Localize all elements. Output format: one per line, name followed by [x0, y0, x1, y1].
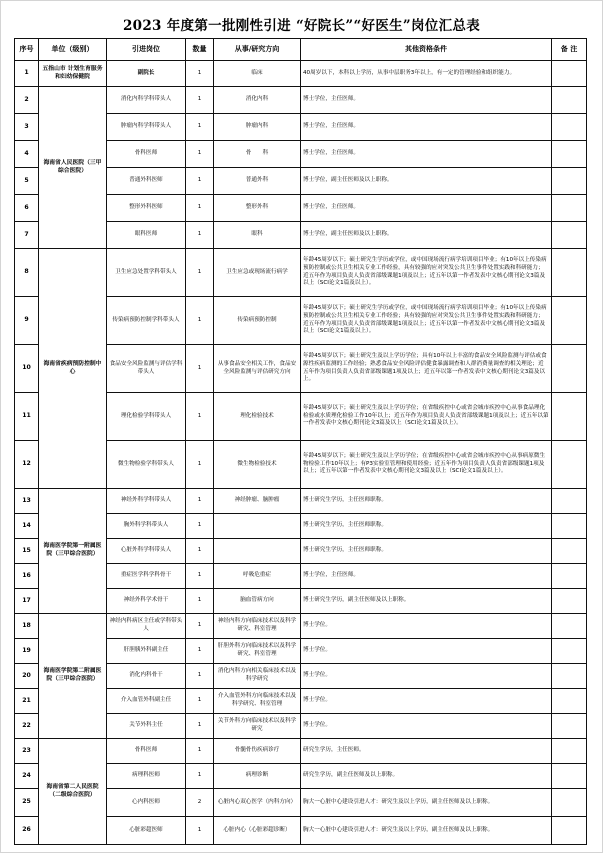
conditions-cell: 胸大一心脏中心建设引进人才：研究生及以上学历，副主任医师及以上职称。	[301, 789, 552, 817]
unit-cell: 五指山市 计划生育服务和妇幼保健院	[39, 61, 107, 87]
position-cell: 传染病预防控制学科带头人	[107, 297, 186, 345]
field-cell: 神经内科方向临床技术以及科学研究、科室管理	[214, 614, 301, 639]
row-no: 26	[15, 817, 39, 845]
row-no: 6	[15, 195, 39, 222]
count-cell: 1	[186, 714, 214, 739]
count-cell: 1	[186, 514, 214, 539]
remark-cell	[552, 564, 587, 589]
conditions-cell: 博士学位。	[301, 664, 552, 689]
row-no: 11	[15, 393, 39, 441]
conditions-cell: 博士学位。	[301, 639, 552, 664]
remark-cell	[552, 514, 587, 539]
position-cell: 神经内科病区主任或学科带头人	[107, 614, 186, 639]
remark-cell	[552, 764, 587, 789]
conditions-cell: 博士学位。	[301, 689, 552, 714]
row-no: 7	[15, 222, 39, 249]
remark-cell	[552, 114, 587, 141]
conditions-cell: 博士学位，主任医师。	[301, 195, 552, 222]
field-cell: 呼吸危重症	[214, 564, 301, 589]
position-cell: 整形外科医师	[107, 195, 186, 222]
position-cell: 消化内科骨干	[107, 664, 186, 689]
remark-cell	[552, 489, 587, 514]
count-cell: 1	[186, 61, 214, 87]
count-cell: 1	[186, 614, 214, 639]
field-cell: 消化内科方向相关临床技术以及科学研究	[214, 664, 301, 689]
count-cell: 1	[186, 764, 214, 789]
field-cell	[214, 539, 301, 564]
row-no: 20	[15, 664, 39, 689]
table-row	[15, 614, 587, 639]
unit-cell: 海南省人民医院（三甲综合医院）	[39, 87, 107, 249]
table-row	[15, 489, 587, 514]
header-conditions: 其他资格条件	[301, 39, 552, 61]
field-cell: 病理诊断	[214, 764, 301, 789]
conditions-cell: 博士学位。	[301, 614, 552, 639]
conditions-cell: 40周岁以下，本科以上学历，从事中层职务3年以上，有一定的管理经验和组织能力。	[301, 61, 552, 87]
remark-cell	[552, 87, 587, 114]
remark-cell	[552, 689, 587, 714]
field-cell: 从事食品安全相关工作，食品安全风险监测与评估研究方向	[214, 345, 301, 393]
remark-cell	[552, 539, 587, 564]
count-cell: 1	[186, 489, 214, 514]
field-cell: 普通外科	[214, 168, 301, 195]
remark-cell	[552, 168, 587, 195]
row-no: 24	[15, 764, 39, 789]
count-cell: 1	[186, 393, 214, 441]
row-no: 5	[15, 168, 39, 195]
count-cell: 2	[186, 789, 214, 817]
row-no: 10	[15, 345, 39, 393]
unit-cell: 海南省疾病预防控制中心	[39, 249, 107, 489]
position-cell: 病理科医师	[107, 764, 186, 789]
header-unit: 单位（级别）	[39, 39, 107, 61]
count-cell: 1	[186, 249, 214, 297]
count-cell: 1	[186, 539, 214, 564]
conditions-cell: 博士学位，副主任医师及以上职称。	[301, 168, 552, 195]
row-no: 9	[15, 297, 39, 345]
row-no: 12	[15, 441, 39, 489]
remark-cell	[552, 441, 587, 489]
table-row	[15, 87, 587, 114]
remark-cell	[552, 297, 587, 345]
row-no: 21	[15, 689, 39, 714]
unit-cell: 海南省第二人民医院（二级综合医院）	[39, 739, 107, 845]
field-cell: 神经肿瘤、脑肿瘤	[214, 489, 301, 514]
conditions-cell: 年龄45周岁以下；硕士研究生及以上学历学位；在省级疾控中心或省会城市疾控中心从事食品理化检验或水质理化检验工作10年以上；近五年作为项目负责人负责省部级课题1项及以上；近五年以第一作者发表中文核心期刊论文3篇及以上（SCI论文1篇及以上）。	[301, 393, 552, 441]
positions-table	[14, 38, 587, 845]
position-cell: 食品安全风险监测与评估学科带头人	[107, 345, 186, 393]
row-no: 8	[15, 249, 39, 297]
table-row	[15, 739, 587, 764]
position-cell: 关节外科主任	[107, 714, 186, 739]
count-cell: 1	[186, 664, 214, 689]
conditions-cell: 年龄45周岁以下；硕士研究生及以上学历学位；在省级疾控中心或省会城市疾控中心从事病原微生物检验工作10年以上；有P3实验室管理和使用经验；近五年作为项目负责人负责省部级课题1项及以上；近五年以第一作者发表中文核心期刊论文3篇及以上（SCI论文1篇及以上）。	[301, 441, 552, 489]
row-no: 19	[15, 639, 39, 664]
position-cell: 骨科医师	[107, 739, 186, 764]
field-cell: 心脏内心（心脏彩超诊断）	[214, 817, 301, 845]
conditions-cell: 博士学位，主任医师。	[301, 141, 552, 168]
position-cell: 心脏彩超医师	[107, 817, 186, 845]
position-cell: 骨科医师	[107, 141, 186, 168]
field-cell: 介入血管外科方向临床技术以及科学研究、科室管理	[214, 689, 301, 714]
position-cell: 胸外科学科带头人	[107, 514, 186, 539]
field-cell: 临床	[214, 61, 301, 87]
conditions-cell: 年龄45周岁以下；硕士研究生学历或学位，或中国现场流行病学培训项目毕业；有10年以上传染病预防控制或公共卫生相关专业工作经验，具有较强的应对突发公共卫生事件处置实践和科研能力；近五年作为项目负责人负责省部级课题1项及以上；近五年以第一作者发表中文核心期刊论文3篇及以上（SCI论文1篇及以上）。	[301, 249, 552, 297]
row-no: 13	[15, 489, 39, 514]
remark-cell	[552, 614, 587, 639]
remark-cell	[552, 714, 587, 739]
conditions-cell: 年龄45周岁以下；硕士研究生及以上学历学位；具有10年以上丰富的食品安全风险监测与评估或食源性疾病监测的工作经验；熟悉食品安全风险评估健食暴露调查和人群消费量调查的相关理论；近五年作为项目负责人负责省部级课题1项及以上；近五年以第一作者发表中文核心期刊论文3篇及以上。	[301, 345, 552, 393]
field-cell: 肿瘤内科	[214, 114, 301, 141]
page-title: 2023 年度第一批刚性引进 “好院长”“好医生”岗位汇总表	[122, 18, 481, 34]
row-no: 14	[15, 514, 39, 539]
conditions-cell: 博士学位，主任医师。	[301, 564, 552, 589]
position-cell: 理化检验学科带头人	[107, 393, 186, 441]
remark-cell	[552, 664, 587, 689]
count-cell: 1	[186, 195, 214, 222]
field-cell: 脑血管病方向	[214, 589, 301, 614]
position-cell: 肿瘤内科学科带头人	[107, 114, 186, 141]
remark-cell	[552, 249, 587, 297]
count-cell: 1	[186, 345, 214, 393]
conditions-cell: 博士研究生学历，主任医师职称。	[301, 539, 552, 564]
count-cell: 1	[186, 168, 214, 195]
count-cell: 1	[186, 817, 214, 845]
remark-cell	[552, 817, 587, 845]
field-cell: 骨髓骨伤疾病诊疗	[214, 739, 301, 764]
position-cell: 心脏外科学科带头人	[107, 539, 186, 564]
count-cell: 1	[186, 441, 214, 489]
remark-cell	[552, 789, 587, 817]
position-cell: 神经外科学科带头人	[107, 489, 186, 514]
position-cell: 卫生应急处置学科带头人	[107, 249, 186, 297]
remark-cell	[552, 739, 587, 764]
conditions-cell: 博士研究生学历，主任医师职称。	[301, 489, 552, 514]
remark-cell	[552, 589, 587, 614]
conditions-cell: 研究生学历，主任医师。	[301, 739, 552, 764]
field-cell: 眼科	[214, 222, 301, 249]
header-count: 数量	[186, 39, 214, 61]
conditions-cell: 博士学位，副主任医师及以上职称。	[301, 222, 552, 249]
field-cell: 心脏内心双心医学（内科方向）	[214, 789, 301, 817]
remark-cell	[552, 61, 587, 87]
header-no: 序号	[15, 39, 39, 61]
header-field: 从事/研究方向	[214, 39, 301, 61]
field-cell: 骨 科	[214, 141, 301, 168]
conditions-cell: 博士研究生学历，主任医师职称。	[301, 514, 552, 539]
field-cell: 关节外科方向临床技术以及科学研究	[214, 714, 301, 739]
field-cell	[214, 514, 301, 539]
count-cell: 1	[186, 87, 214, 114]
count-cell: 1	[186, 222, 214, 249]
position-cell: 消化内科学科带头人	[107, 87, 186, 114]
count-cell: 1	[186, 141, 214, 168]
row-no: 2	[15, 87, 39, 114]
row-no: 4	[15, 141, 39, 168]
position-cell: 眼科医师	[107, 222, 186, 249]
row-no: 23	[15, 739, 39, 764]
field-cell: 微生物检验技术	[214, 441, 301, 489]
field-cell: 传染病预防控制	[214, 297, 301, 345]
remark-cell	[552, 393, 587, 441]
position-cell: 微生物检验学科带头人	[107, 441, 186, 489]
row-no: 15	[15, 539, 39, 564]
remark-cell	[552, 639, 587, 664]
position-cell: 神经外科学术骨干	[107, 589, 186, 614]
remark-cell	[552, 195, 587, 222]
remark-cell	[552, 222, 587, 249]
count-cell: 1	[186, 564, 214, 589]
position-cell: 副院长	[107, 61, 186, 87]
unit-cell: 海南医学院第二附属医院（三甲综合医院）	[39, 614, 107, 739]
field-cell: 整形外科	[214, 195, 301, 222]
count-cell: 1	[186, 689, 214, 714]
conditions-cell: 博士研究生学历，副主任医师及以上职称。	[301, 589, 552, 614]
count-cell: 1	[186, 114, 214, 141]
conditions-cell: 年龄45周岁以下；硕士研究生学历或学位，或中国现场流行病学培训项目毕业；有10年以上传染病预防控制或公共卫生相关专业工作经验；具有较强的应对突发公共卫生事件处置实践和科研能力；近五年作为项目负责人负责省部级课题1项及以上；近五年以第一作者发表中文核心期刊论文3篇及以上（SCI论文1篇及以上）。	[301, 297, 552, 345]
unit-cell: 海南医学院第一附属医院（三甲综合医院）	[39, 489, 107, 614]
row-no: 1	[15, 61, 39, 87]
conditions-cell: 博士学位。	[301, 714, 552, 739]
count-cell: 1	[186, 639, 214, 664]
position-cell: 心内科医师	[107, 789, 186, 817]
row-no: 3	[15, 114, 39, 141]
position-cell: 肝胆胰外科副主任	[107, 639, 186, 664]
conditions-cell: 博士学位，主任医师。	[301, 87, 552, 114]
conditions-cell: 博士学位，主任医师。	[301, 114, 552, 141]
remark-cell	[552, 345, 587, 393]
table-header-row	[15, 39, 587, 61]
position-cell: 重症医学科学科骨干	[107, 564, 186, 589]
count-cell: 1	[186, 739, 214, 764]
row-no: 17	[15, 589, 39, 614]
position-cell: 介入血管外科副主任	[107, 689, 186, 714]
header-position: 引进岗位	[107, 39, 186, 61]
row-no: 25	[15, 789, 39, 817]
table-row	[15, 249, 587, 297]
conditions-cell: 胸大一心脏中心建设引进人才：研究生及以上学历，副主任医师及以上职称。	[301, 817, 552, 845]
field-cell: 理化检验技术	[214, 393, 301, 441]
count-cell: 1	[186, 297, 214, 345]
count-cell: 1	[186, 589, 214, 614]
position-cell: 普通外科医师	[107, 168, 186, 195]
field-cell: 卫生应急或现场流行病学	[214, 249, 301, 297]
row-no: 18	[15, 614, 39, 639]
conditions-cell: 研究生学历，副主任医师及以上职称。	[301, 764, 552, 789]
row-no: 16	[15, 564, 39, 589]
field-cell: 消化内科	[214, 87, 301, 114]
remark-cell	[552, 141, 587, 168]
field-cell: 肝胆外科方向临床技术以及科学研究、科室管理	[214, 639, 301, 664]
table-row	[15, 61, 587, 87]
row-no: 22	[15, 714, 39, 739]
header-remark: 备 注	[552, 39, 587, 61]
